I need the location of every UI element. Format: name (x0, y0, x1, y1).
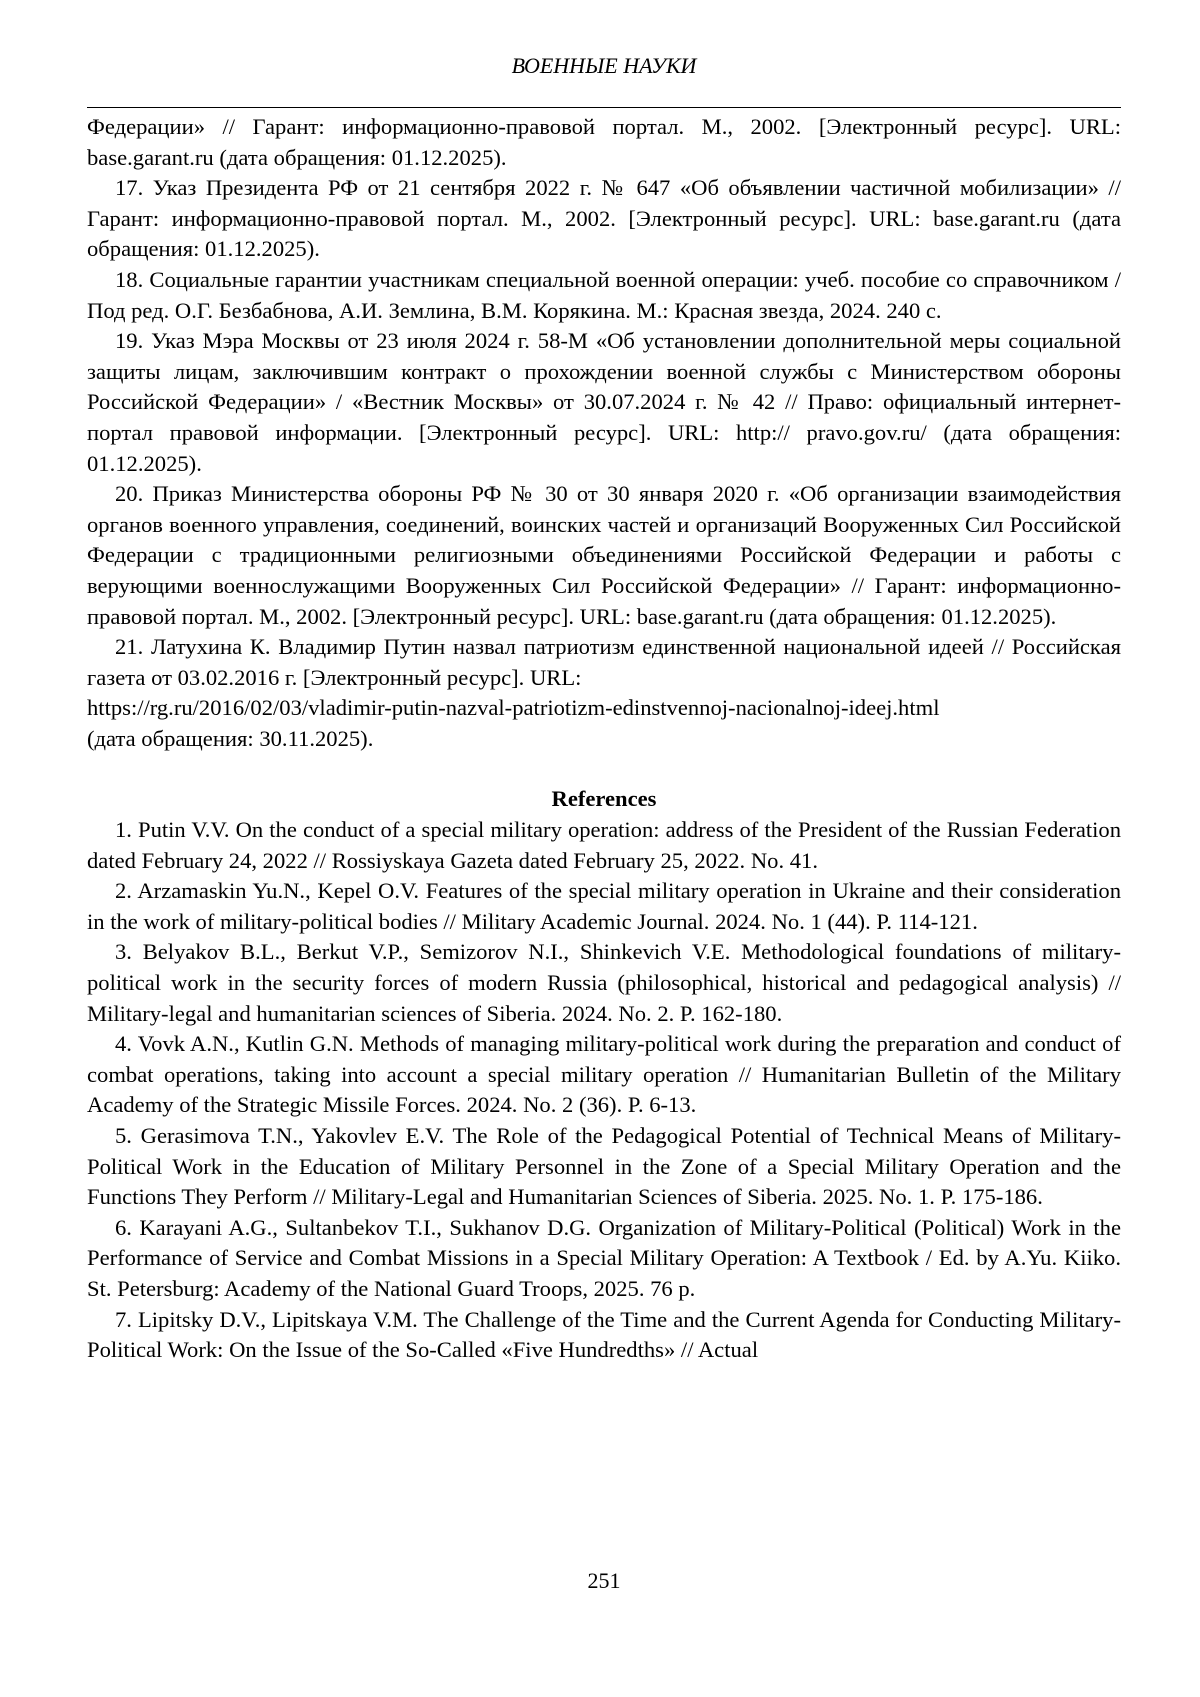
header-rule (87, 107, 1121, 108)
continued-reference: Федерации» // Гарант: информационно-правовой портал. М., 2002. [Электронный ресурс]. URL: base.garant.ru (дата обращения: 01.12.2025). (87, 114, 1121, 170)
reference-url: https://rg.ru/2016/02/03/vladimir-putin-nazval-patriotizm-edinstvennoj-nacionalnoj-ideej.html (87, 695, 940, 721)
english-reference-2: 2. Arzamaskin Yu.N., Kepel O.V. Features of the special military operation in Ukraine and their consideration in the work of military-political bodies // Military Academic Journal. 2024. No. 1 (44). P. 114-121. (87, 878, 1121, 934)
reference-item-17: 17. Указ Президента РФ от 21 сентября 2022 г. № 647 «Об объявлении частичной мобилизации» // Гарант: информационно-правовой портал. М., 2002. [Электронный ресурс]. URL: base.garant.ru (дата обращения: 01.12.2025). (87, 175, 1121, 262)
running-header: ВОЕННЫЕ НАУКИ (511, 53, 697, 78)
english-reference-1: 1. Putin V.V. On the conduct of a special military operation: address of the President of the Russian Federation dated February 24, 2022 // Rossiyskaya Gazeta dated February 25, 2022. No. 41. (87, 817, 1121, 873)
references-heading: References (551, 786, 657, 812)
page-body (87, 112, 1121, 1366)
reference-item-21-text: 21. Латухина К. Владимир Путин назвал патриотизм единственной национальной идеей // Российская газета от 03.02.2016 г. [Электронный ресурс]. URL: (87, 634, 1121, 690)
english-reference-7: 7. Lipitsky D.V., Lipitskaya V.M. The Challenge of the Time and the Current Agenda for Conducting Military-Political Work: On the Issue of the So-Called «Five Hundredths» // Actual (87, 1306, 1121, 1363)
english-reference-4: 4. Vovk A.N., Kutlin G.N. Methods of managing military-political work during the preparation and conduct of combat operations, taking into account a special military operation // Humanitarian Bulletin of the Military Academy of the Strategic Missile Forces. 2024. No. 2 (36). P. 6-13. (87, 1031, 1121, 1118)
reference-item-18: 18. Социальные гарантии участникам специальной военной операции: учеб. пособие со справочником / Под ред. О.Г. Безбабнова, А.И. Землина, В.М. Корякина. М.: Красная звезда, 2024. 240 с. (87, 266, 1121, 323)
english-reference-6: 6. Karayani A.G., Sultanbekov T.I., Sukhanov D.G. Organization of Military-Political (Political) Work in the Performance of Service and Combat Missions in a Special Military Operation: A Textbook / Ed. by A.Yu. Kiiko. St. Petersburg: Academy of the National Guard Troops, 2025. 76 p. (87, 1214, 1121, 1301)
reference-item-19: 19. Указ Мэра Москвы от 23 июля 2024 г. 58-М «Об установлении дополнительной меры социальной защиты лицам, заключившим контракт о прохождении военной службы с Министерством обороны Российской Федерации» / «Вестник Москвы» от 30.07.2024 г. № 42 // Право: официальный интернет-портал правовой информации. [Электронный ресурс]. URL: http:// pravo.gov.ru/ (дата обращения: 01.12.2025). (87, 328, 1121, 476)
reference-item-20: 20. Приказ Министерства обороны РФ № 30 от 30 января 2020 г. «Об организации взаимодействия органов военного управления, соединений, воинских частей и организаций Вооруженных Сил Российской Федерации с традиционными религиозными объединениями Российской Федерации и работы с верующими военнослужащими Вооруженных Сил Российской Федерации» // Гарант: информационно-правовой портал. М., 2002. [Электронный ресурс]. URL: base.garant.ru (дата обращения: 01.12.2025). (87, 481, 1121, 629)
page-number: 251 (587, 1568, 621, 1593)
reference-access-date: (дата обращения: 30.11.2025). (87, 725, 374, 751)
english-reference-5: 5. Gerasimova T.N., Yakovlev E.V. The Role of the Pedagogical Potential of Technical Means of Military-Political Work in the Education of Military Personnel in the Zone of a Special Military Operation and the Functions They Perform // Military-Legal and Humanitarian Sciences of Siberia. 2025. No. 1. P. 175-186. (87, 1123, 1121, 1210)
english-reference-3: 3. Belyakov B.L., Berkut V.P., Semizorov N.I., Shinkevich V.E. Methodological foundations of military-political work in the security forces of modern Russia (philosophical, historical and pedagogical analysis) // Military-legal and humanitarian sciences of Siberia. 2024. No. 2. P. 162-180. (87, 939, 1121, 1026)
reference-item-21 (87, 632, 1121, 754)
